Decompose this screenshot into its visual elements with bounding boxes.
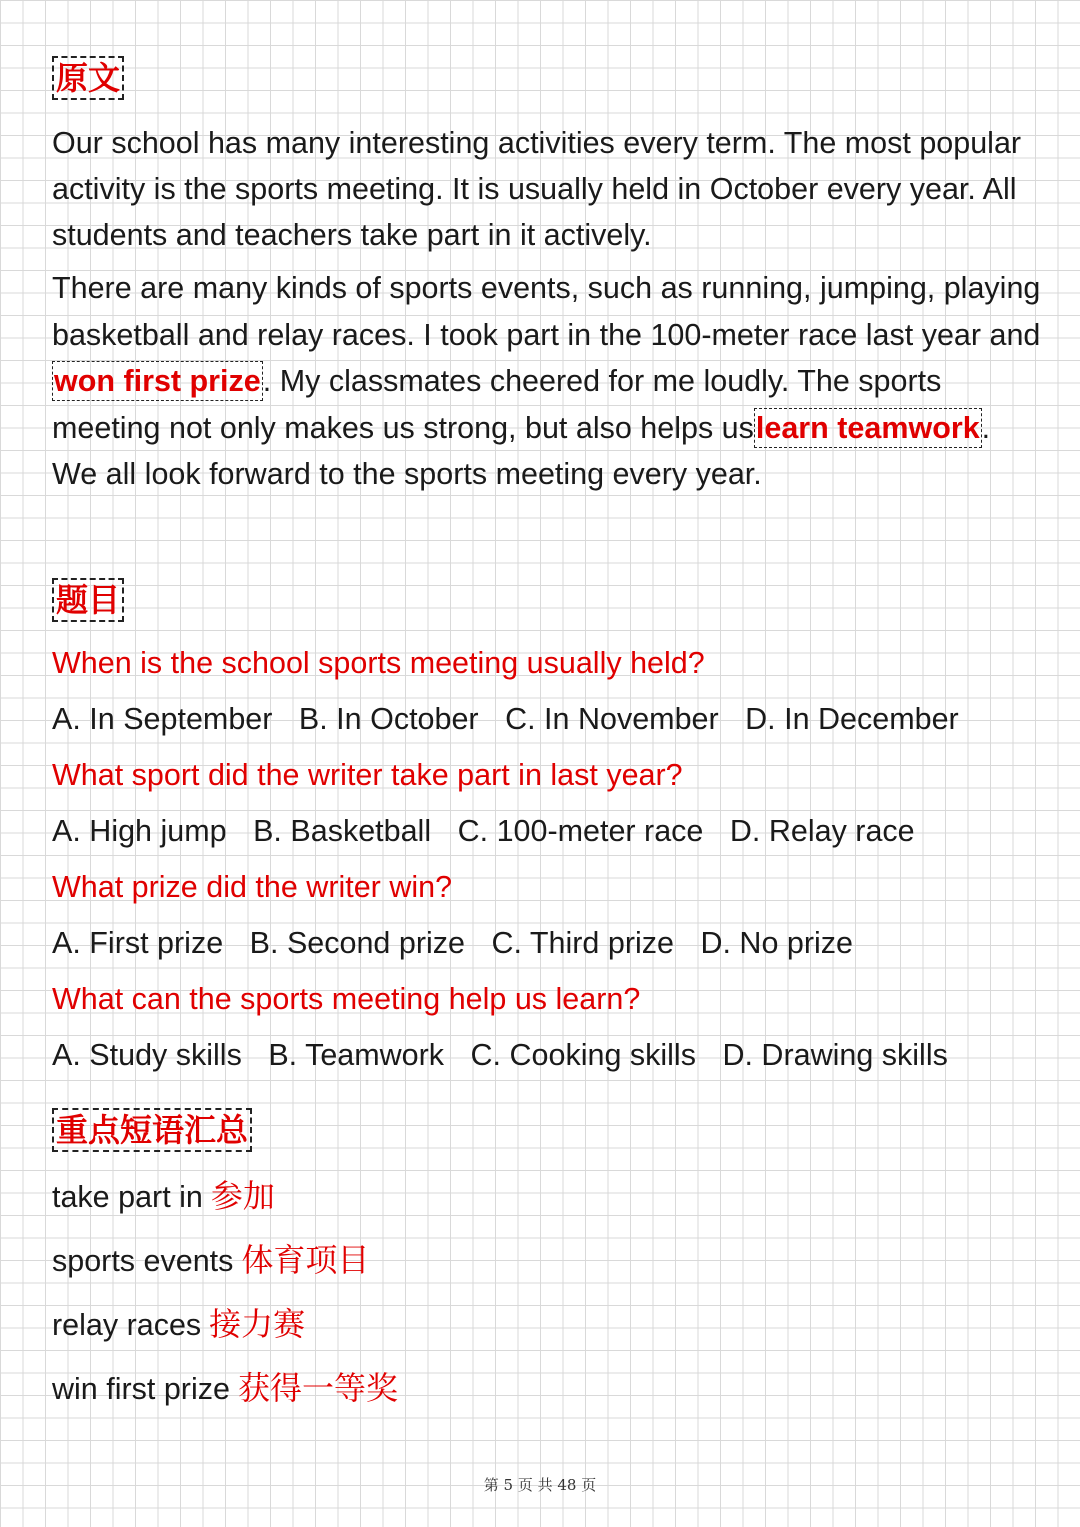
phrase-chinese: 体育项目 (241, 1241, 370, 1279)
question-2: What sport did the writer take part in last year? (52, 758, 683, 792)
question-2-options (52, 811, 915, 851)
page-number-footer: 第 5 页 共 48 页 (483, 1476, 597, 1494)
passage-text-a: There are many kinds of sports events, such as running, jumping, playing basketball and relay races. I took part in the 100-meter race last year and (52, 271, 1041, 352)
highlight-learn-teamwork: learn teamwork (754, 408, 982, 448)
option: D. No prize (700, 926, 853, 960)
option: A. In September (52, 702, 273, 736)
phrase-english: take part in (52, 1180, 203, 1214)
option: B. In October (298, 702, 479, 736)
question-4-options (52, 1035, 948, 1075)
option: B. Second prize (249, 926, 465, 960)
heading-key-phrases: 重点短语汇总 (52, 1108, 252, 1152)
phrase-english: win first prize (52, 1372, 230, 1406)
question-3: What prize did the writer win? (52, 870, 453, 904)
phrase-chinese: 获得一等奖 (237, 1369, 398, 1407)
phrase-english: relay races (52, 1308, 202, 1342)
option: D. Drawing skills (722, 1038, 948, 1072)
question-1: When is the school sports meeting usually held? (52, 646, 705, 680)
question-4: What can the sports meeting help us learn? (52, 982, 641, 1016)
option: B. Teamwork (268, 1038, 445, 1072)
heading-questions: 题目 (52, 578, 124, 622)
phrase-item (52, 1366, 398, 1411)
question-3-options (52, 923, 853, 963)
highlight-won-first-prize: won first prize (52, 361, 263, 401)
phrase-item (52, 1302, 305, 1347)
passage-text-b: . My classmates cheered for me loudly. The sports meeting not only makes us strong, but also helps us (52, 364, 942, 445)
option: C. 100-meter race (457, 814, 704, 848)
option: C. Cooking skills (470, 1038, 696, 1072)
passage-text-c: . We all look forward to the sports meeting every year. (52, 410, 991, 491)
phrase-english: sports events (52, 1244, 234, 1278)
option: A. First prize (52, 926, 224, 960)
option: C. Third prize (491, 926, 674, 960)
option: A. Study skills (52, 1038, 242, 1072)
heading-original-text: 原文 (52, 56, 124, 100)
option: C. In November (505, 702, 719, 736)
option: A. High jump (52, 814, 227, 848)
option: D. In December (745, 702, 959, 736)
phrase-item (52, 1238, 369, 1283)
phrase-chinese: 接力赛 (209, 1305, 306, 1343)
passage-paragraph-1: Our school has many interesting activities every term. The most popular activity is the sports meeting. It is usually held in October every year. All students and teachers take part in it actively. (52, 126, 1022, 252)
option: D. Relay race (729, 814, 915, 848)
phrase-chinese: 参加 (210, 1177, 275, 1215)
passage-paragraph-2 (52, 265, 1042, 498)
option: B. Basketball (253, 814, 432, 848)
phrase-item (52, 1174, 275, 1219)
question-1-options (52, 699, 959, 739)
